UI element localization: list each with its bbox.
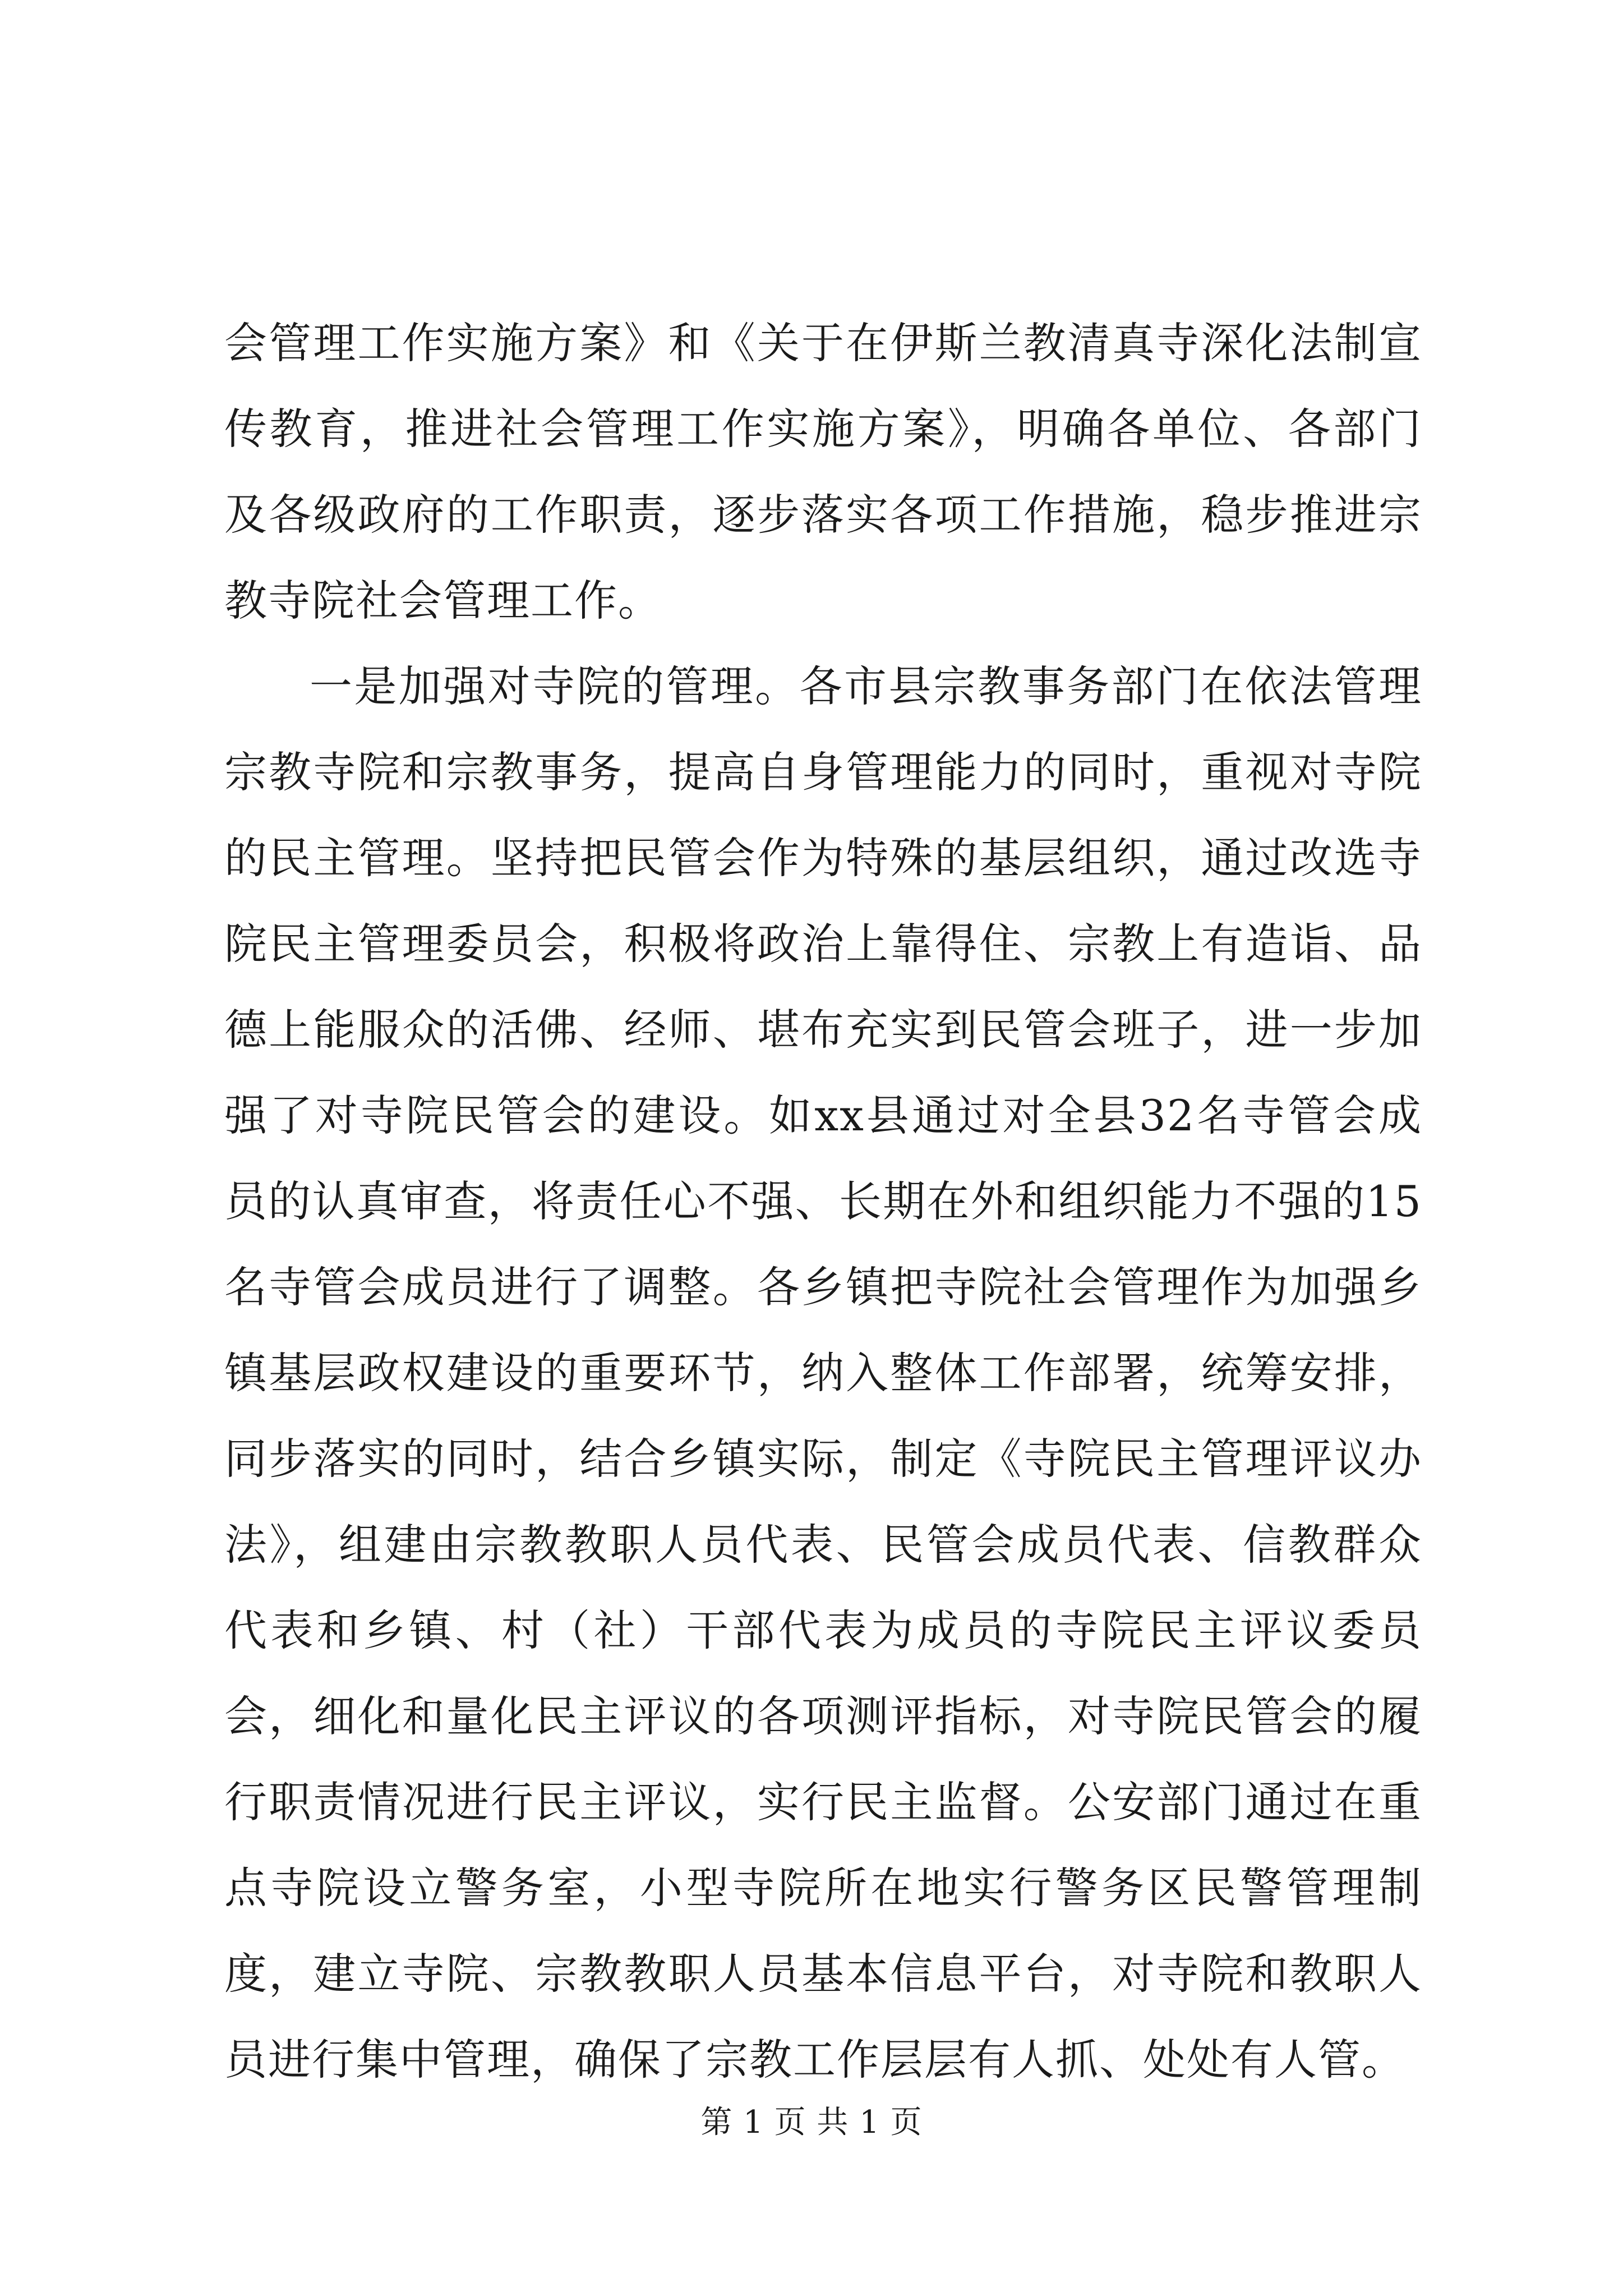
- paragraph-1: 会管理工作实施方案》和《关于在伊斯兰教清真寺深化法制宣传教育，推进社会管理工作实施方案》，明确各单位、各部门及各级政府的工作职责，逐步落实各项工作措施，稳步推进宗教寺院社会管理工作。: [224, 318, 1422, 625]
- paragraph-2: 一是加强对寺院的管理。各市县宗教事务部门在依法管理宗教寺院和宗教事务，提高自身管理能力的同时，重视对寺院的民主管理。坚持把民管会作为特殊的基层组织，通过改选寺院民主管理委员会，积极将政治上靠得住、宗教上有造诣、品德上能服众的活佛、经师、堪布充实到民管会班子，进一步加强了对寺院民管会的建设。如xx县通过对全县32名寺管会成员的认真审查，将责任心不强、长期在外和组织能力不强的15名寺管会成员进行了调整。各乡镇把寺院社会管理作为加强乡镇基层政权建设的重要环节，纳入整体工作部署，统筹安排，同步落实的同时，结合乡镇实际，制定《寺院民主管理评议办法》，组建由宗教教职人员代表、民管会成员代表、信教群众代表和乡镇、村（社）干部代表为成员的寺院民主评议委员会，细化和量化民主评议的各项测评指标，对寺院民管会的履行职责情况进行民主评议，实行民主监督。公安部门通过在重点寺院设立警务室，小型寺院所在地实行警务区民警管理制度，建立寺院、宗教教职人员基本信息平台，对寺院和教职人员进行集中管理，确保了宗教工作层层有人抓、处处有人管。: [224, 661, 1422, 2085]
- document-body: [224, 300, 1422, 2102]
- page-number-footer: 第 1 页 共 1 页: [700, 2104, 923, 2141]
